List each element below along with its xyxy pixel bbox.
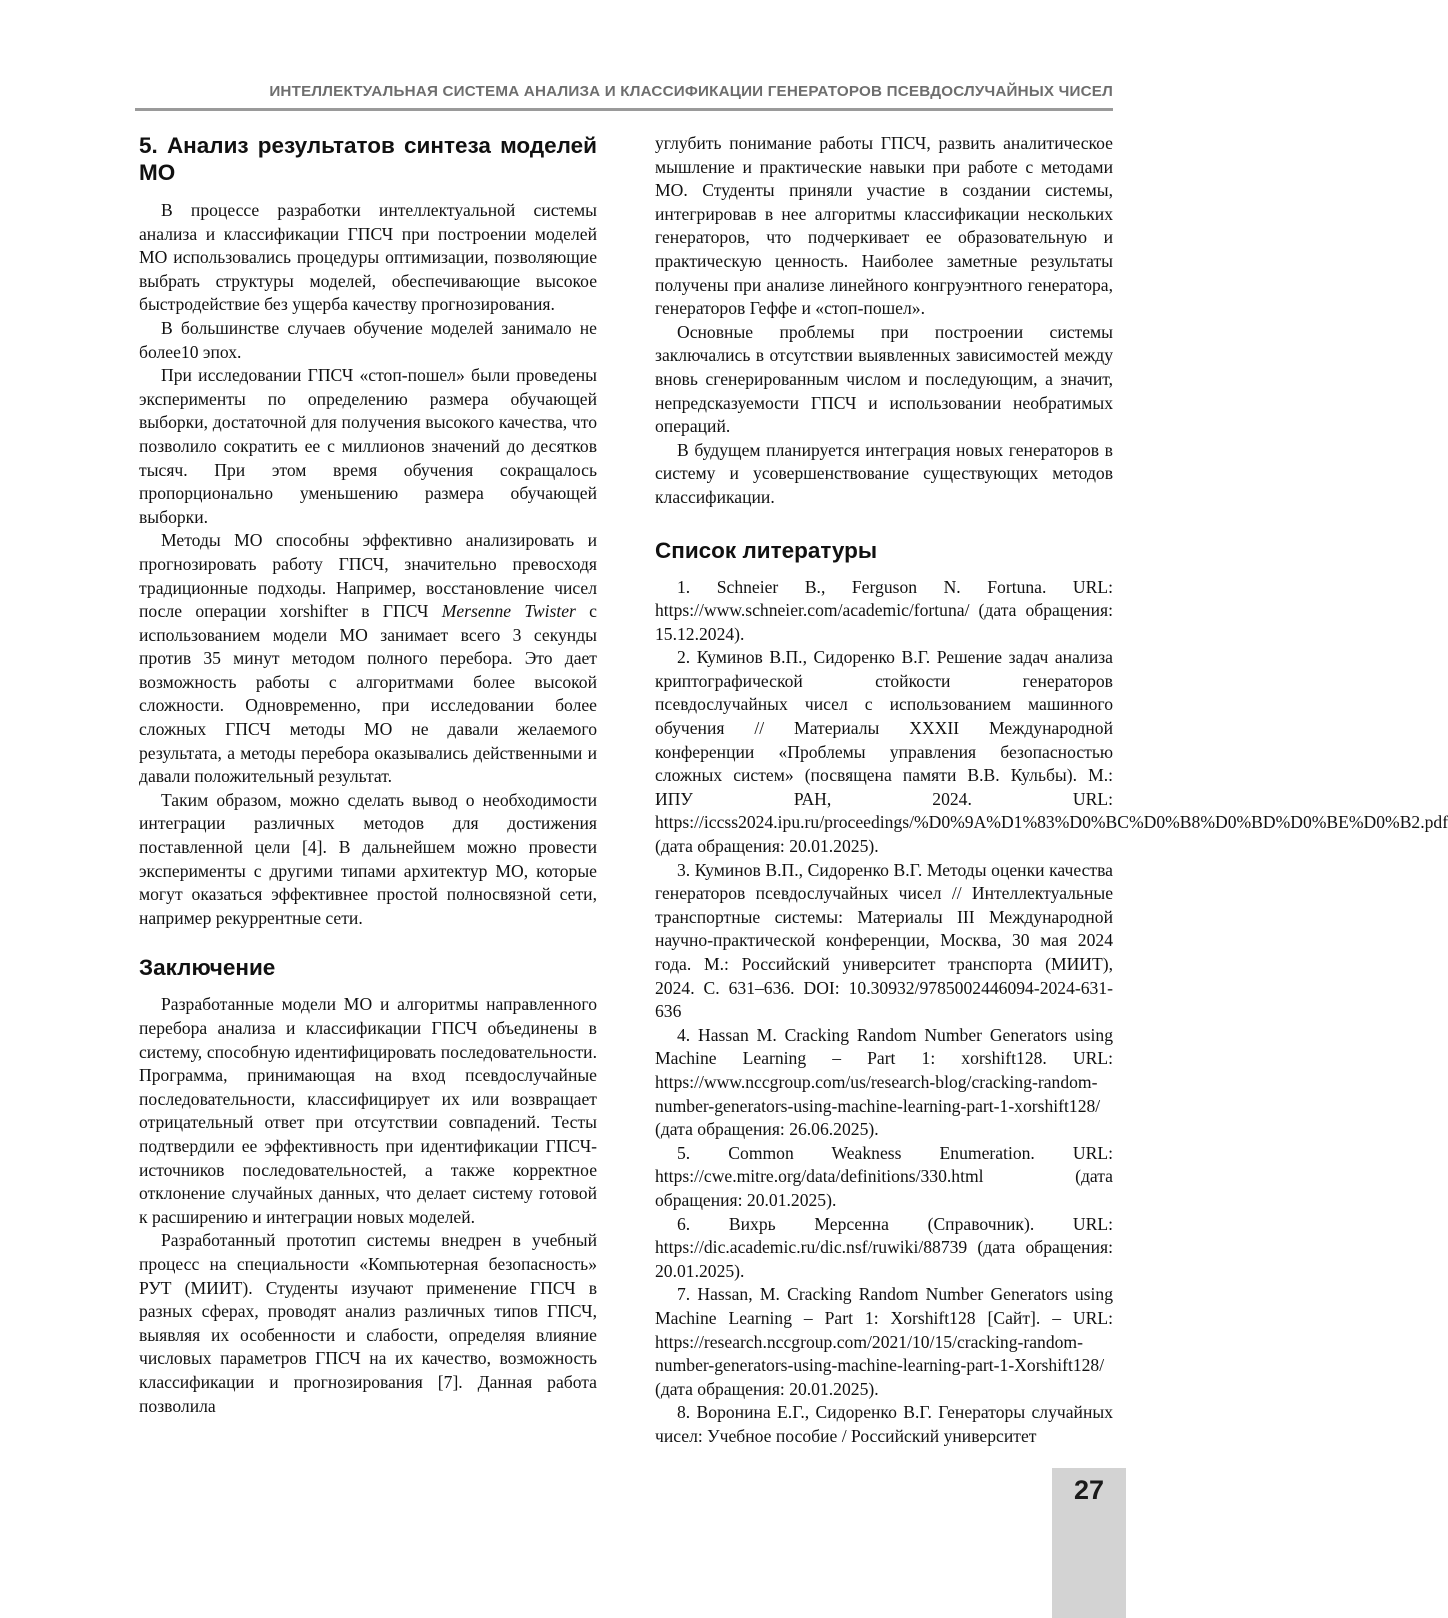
running-title: ИНТЕЛЛЕКТУАЛЬНАЯ СИСТЕМА АНАЛИЗА И КЛАССИФИКАЦИИ ГЕНЕРАТОРОВ ПСЕВДОСЛУЧАЙНЫХ ЧИСЕЛ [269, 83, 1113, 100]
reference-item: 5. Common Weakness Enumeration. URL: https://cwe.mitre.org/data/definitions/330.html (дата обращения: 20.01.2025). [655, 1142, 1113, 1210]
paragraph [139, 529, 597, 789]
reference-item: 4. Hassan M. Cracking Random Number Generators using Machine Learning – Part 1: xorshift128. URL: https://www.nccgroup.com/us/research-blog/cracking-random-number-generators-using-machine-learning-part-1-xorshift128/ (дата обращения: 26.06.2025). [655, 1024, 1113, 1140]
reference-item: 1. Schneier B., Ferguson N. Fortuna. URL: https://www.schneier.com/academic/fortuna/ (дата обращения: 15.12.2024). [655, 576, 1113, 644]
paragraph [139, 364, 597, 529]
text-run: При исследовании ГПСЧ «стоп-пошел» были проведены эксперименты по определению размера обучающей выборки, достаточной для получения высокого качества, что позволило сократить ее с миллионов значений до десятков тысяч. При этом время обучения сокращалось пропорционально уменьшению размера обучающей выборки. [139, 365, 597, 527]
reference-item: 2. Куминов В.П., Сидоренко В.Г. Решение задач анализа криптографической стойкости генераторов псевдослучайных чисел с использованием машинного обучения // Материалы XXXII Международной конференции «Проблемы управления безопасностью сложных систем» (посвящена памяти В.В. Кульбы). М.: ИПУ РАН, 2024. URL: https://iccss2024.ipu.ru/proceedings/%D0%9A%D1%83%D0%BC%D0%B8%D0%BD%D0%BE%D0%B2.pdf (дата обращения: 20.01.2025). [655, 647, 1448, 857]
section-heading-conclusion: Заключение [139, 955, 276, 981]
paragraph [139, 199, 597, 317]
text-run: Разработанные модели МО и алгоритмы направленного перебора анализа и классификации ГПСЧ объединены в систему, способную идентифицировать последовательности. Программа, принимающая на вход псевдослучайные последовательности, классифицирует их или возвращает отрицательный ответ при отсутствии совпадений. Тесты подтвердили ее эффективность при идентификации ГПСЧ-источников последовательностей, а также корректное отклонение случайных данных, что делает систему готовой к расширению и интеграции новых моделей. [139, 994, 597, 1227]
section-heading-analysis: 5. Анализ результатов синтеза моделей МО [139, 133, 597, 185]
paragraph [139, 317, 597, 364]
paragraph-continued: углубить понимание работы ГПСЧ, развить аналитическое мышление и практические навыки при работе с методами МО. Студенты приняли участие в создании системы, интегрировав в нее алгоритмы классификации нескольких генераторов, что подчеркивает ее образовательную и практическую ценность. Наиболее заметные результаты получены при анализе линейного конгруэнтного генератора, генераторов Геффе и «стоп-пошел». [655, 133, 1113, 319]
left-column [139, 132, 597, 1418]
paragraph [139, 789, 597, 931]
text-run: В будущем планируется интеграция новых генераторов в систему и усовершенствование существующих методов классификации. [655, 439, 1113, 507]
reference-item: 8. Воронина Е.Г., Сидоренко В.Г. Генераторы случайных чисел: Учебное пособие / Российский университет [655, 1402, 1113, 1446]
conclusion-body-continued [655, 132, 1113, 510]
page-number: 27 [1073, 1475, 1105, 1505]
reference-item: 6. Вихрь Мерсенна (Справочник). URL: https://dic.academic.ru/dic.nsf/ruwiki/88739 (дата обращения: 20.01.2025). [655, 1213, 1113, 1281]
paragraph [655, 321, 1113, 439]
conclusion-body-start [139, 993, 597, 1418]
reference-item: 3. Куминов В.П., Сидоренко В.Г. Методы оценки качества генераторов псевдослучайных чисел // Интеллектуальные транспортные системы: Материалы III Международной научно-практической конференции, Москва, 30 мая 2024 года. М.: Российский университет транспорта (МИИТ), 2024. С. 631–636. DOI: 10.30932/9785002446094-2024-631-636 [655, 859, 1113, 1022]
text-run: Методы МО способны эффективно анализировать и прогнозировать работу ГПСЧ, значительно превосходя традиционные подходы. Например, восстановление чисел после операции xorshifter в ГПСЧ [139, 530, 597, 622]
text-run: с использованием модели МО занимает всего 3 секунды против 35 минут методом полного перебора. Это дает возможность работы с алгоритмами более высокой сложности. Одновременно, при исследовании более сложных ГПСЧ методы МО не давали желаемого результата, а методы перебора оказывались действенными и давали положительный результат. [139, 601, 597, 787]
text-run: В большинстве случаев обучение моделей занимало не более10 эпох. [139, 317, 597, 362]
section-heading-references: Список литературы [655, 537, 878, 563]
text-run: Основные проблемы при построении системы заключались в отсутствии выявленных зависимостей между вновь сгенерированным числом и последующим, а значит, непредсказуемости ГПСЧ и использовании необратимых операций. [655, 321, 1113, 437]
text-run: Таким образом, можно сделать вывод о необходимости интеграции различных методов для достижения поставленной цели [4]. В дальнейшем можно провести эксперименты с другими типами архитектур МО, которые могут оказаться эффективнее простой полносвязной сети, например рекуррентные сети. [139, 789, 597, 928]
right-column [655, 132, 1448, 1448]
section-analysis-body [139, 199, 597, 930]
paragraph: Разработанный прототип системы внедрен в учебный процесс на специальности «Компьютерная безопасность» РУТ (МИИТ). Студенты изучают применение ГПСЧ в разных сферах, проводят анализ различных типов ГПСЧ, выявляя их особенности и слабости, определяя влияние числовых параметров ГПСЧ на их качество, возможность классификации и прогнозирования [7]. Данная работа позволила [139, 1230, 597, 1416]
reference-item: 7. Hassan, M. Cracking Random Number Generators using Machine Learning – Part 1: Xorshift128 [Сайт]. – URL: https://research.nccgroup.com/2021/10/15/cracking-random-number-generators-using-machine-learning-part-1-Xorshift128/ (дата обращения: 20.01.2025). [655, 1284, 1113, 1399]
header-rule [135, 108, 1113, 111]
reference-list [655, 576, 1448, 1449]
paragraph [655, 439, 1113, 510]
text-run: В процессе разработки интеллектуальной системы анализа и классификации ГПСЧ при построении моделей МО использовались процедуры оптимизации, позволяющие выбрать структуры моделей, обеспечивающие высокое быстродействие без ущерба качеству прогнозирования. [139, 200, 597, 315]
paragraph [139, 993, 597, 1229]
italic-run: Mersenne Twister [441, 601, 576, 622]
